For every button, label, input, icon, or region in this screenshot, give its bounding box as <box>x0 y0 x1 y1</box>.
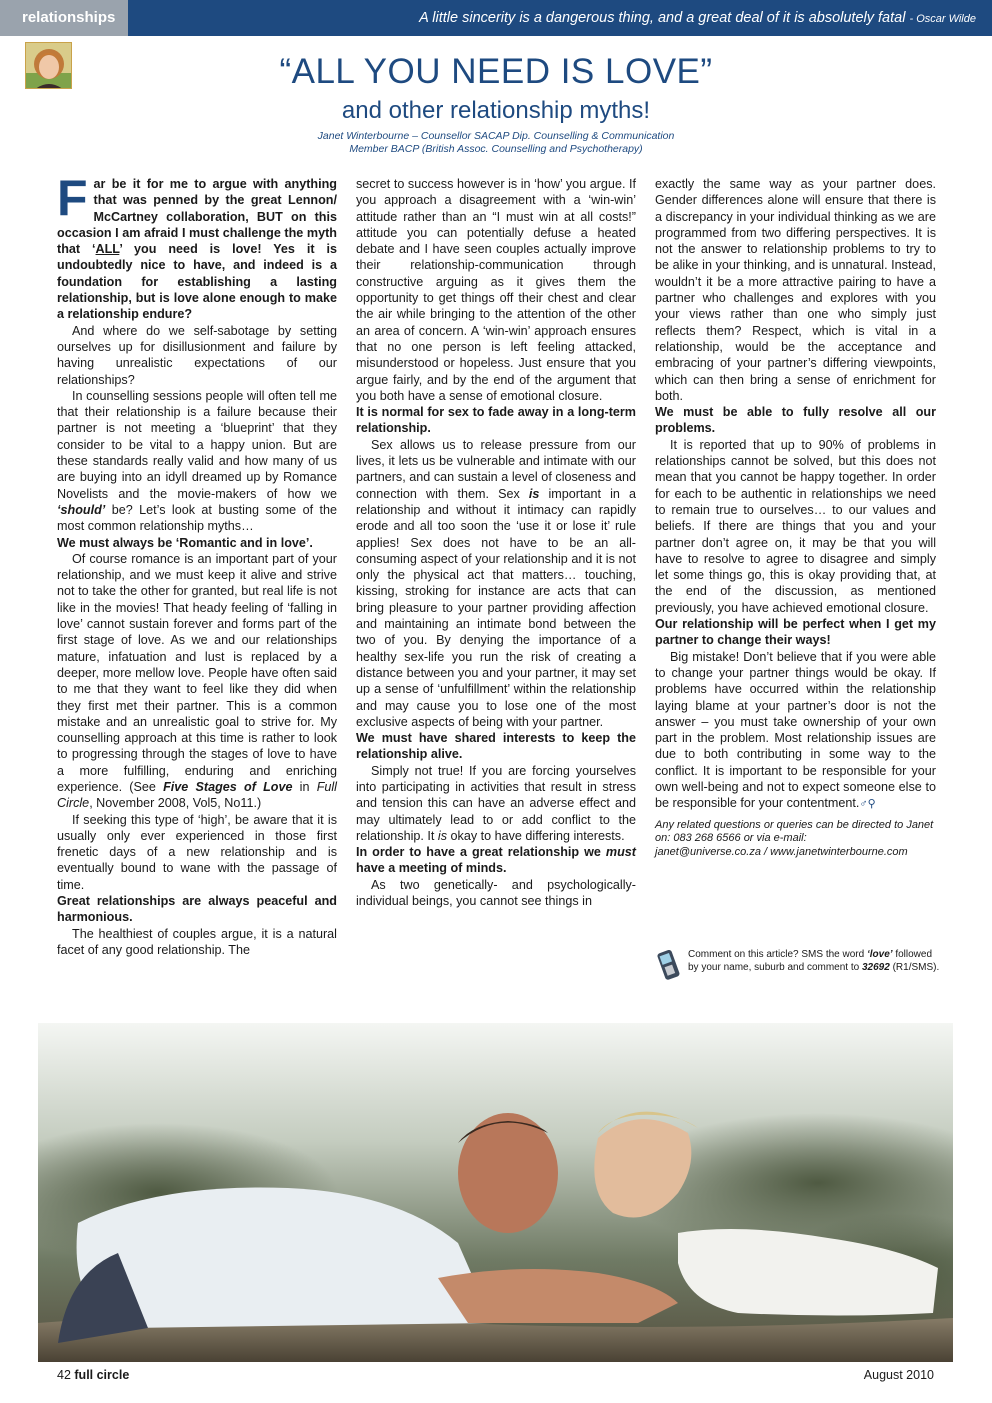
myth-heading: Great relationships are always peaceful and harmonious. <box>57 894 337 925</box>
footer-page-info: 42 full circle <box>57 1368 130 1382</box>
footer-issue-date: August 2010 <box>863 1368 934 1382</box>
paragraph: Big mistake! Don’t believe that if you were able to change your partner things would be okay. If problems have occurred within the relationship laying blame at your partner’s door is not the answer – you must take ownership of your own part in the problem. Most relationship issues are due to both contributing in some way to the conflict. It is important to be responsible for your own well-being and not to expect someone else to be responsible for your contentment.♂⚲ <box>655 649 936 811</box>
author-byline <box>0 130 992 156</box>
paragraph: In counselling sessions people will often tell me that their relationship is a failure because their partner is not meeting a ‘blueprint’ that they consider to be vital to a happy union. But are these standards really valid and how many of us are buying into an idyll dreamed up by Romance Novelists and the movie-makers of how we ‘should’ be? Let’s look at busting some of the most common relationship myths… <box>57 388 337 534</box>
mobile-phone-icon <box>655 950 681 980</box>
couple-photo <box>38 1023 953 1362</box>
paragraph: And where do we self-sabotage by setting ourselves up for disillusionment and failure by having unrealistic expectations of our relationships? <box>57 323 337 387</box>
myth-heading: We must always be ‘Romantic and in love’. <box>57 535 313 550</box>
lead-paragraph: Far be it for me to argue with anything that was penned by the great Lennon/ McCartney collaboration, BUT on this occasion I am afraid I must challenge the myth that ‘ALL’ you need is love! Yes it is undoubtedly nice to have, and indeed is a foundation for establishing a lasting relationship, but is love alone enough to make a relationship endure? <box>57 170 337 322</box>
article-subtitle: and other relationship myths! <box>341 97 651 124</box>
myth-heading: Our relationship will be perfect when I get my partner to change their ways! <box>655 617 936 648</box>
contact-info: Any related questions or queries can be directed to Janet on: 083 268 6566 or via e-mail: janet@universe.co.za / www.janetwinterbourne.com <box>655 818 934 858</box>
drop-cap: F <box>57 170 88 226</box>
paragraph: secret to success however is in ‘how’ you argue. If you approach a disagreement with a ‘win-win’ attitude rather than an “I must win at all costs!” attitude you can potentially defuse a heated debate and I have seen couples actually improve their relationship-communication through constructive arguing as it gives them the opportunity to get things off their chest and clear the air while bringing to the attention of the other an area of concern. A ‘win-win’ approach ensures that no one person is left feeling attacked, misunderstood or hopeless. Just ensure that you argue fairly, and by the end of the argument that you both have a sense of emotional closure. <box>356 177 636 403</box>
myth-heading: In order to have a great relationship we must have a meeting of minds. <box>356 845 636 876</box>
contact-links[interactable]: janet@universe.co.za / www.janetwinterbourne.com <box>655 845 908 858</box>
sms-instructions: Comment on this article? SMS the word ‘love’ followed by your name, suburb and comment to 32692 (R1/SMS). <box>688 949 940 973</box>
article-column-1 <box>57 170 337 958</box>
end-mark-icon: ♂⚲ <box>859 798 876 811</box>
paragraph: Sex allows us to release pressure from our lives, it lets us be vulnerable and intimate with our partners, and can sustain a level of closeness and connection with them. Sex is important in a relationship and without it intimacy can rapidly erode and all too soon the ‘use it or lose it’ rule applies! Sex does not have to be an all-consuming aspect of your relationship and it is not only the physical act that matters… touching, kissing, stroking for instance are acts that can bring pleasure to your partner providing affection and maintaining an intimate bond between the two of you. By denying the importance of a healthy sex-life you run the risk of creating a distance between you and your partner, it may set up a sense of ‘unfulfillment’ within the relationship and may cause you to lose one of the most exclusive aspects of being with your partner. <box>356 437 636 729</box>
paragraph: Simply not true! If you are forcing yourselves into participating in activities that result in stress and tension this can have an adverse effect and may ultimately lead to or add conflict to the relationship. It is okay to have differing interests. <box>356 763 636 843</box>
paragraph: It is reported that up to 90% of problems in relationships cannot be solved, but this does not mean that you cannot be happy together. In order for each to be authentic in relationships we need to remain true to ourselves… to our values and beliefs. If there are things that you and your partner don’t agree on, it may be that you will have to resolve to agree to disagree and simply let some things go, this is okay providing that, at the end of the discussion, as mentioned previously, you have achieved emotional closure. <box>655 437 936 615</box>
myth-heading: We must have shared interests to keep the relationship alive. <box>356 731 636 762</box>
paragraph: The healthiest of couples argue, it is a natural facet of any good relationship. The <box>57 926 337 957</box>
header-bar <box>0 0 992 36</box>
byline-line-2: Member BACP (British Assoc. Counselling and Psychotherapy) <box>349 143 643 155</box>
paragraph: If seeking this type of ‘high’, be aware that it is usually only ever experienced in those first frenetic days of a new relationship and is eventually bound to wane with the passage of time. <box>57 812 337 892</box>
paragraph: As two genetically- and psychologically-individual beings, you cannot see things in <box>356 877 636 909</box>
myth-heading: It is normal for sex to fade away in a long-term relationship. <box>356 405 636 436</box>
sms-comment-box <box>655 948 940 984</box>
byline-line-1: Janet Winterbourne – Counsellor SACAP Dip. Counselling & Communication <box>317 130 675 142</box>
article-column-2 <box>356 176 636 909</box>
quote-text: A little sincerity is a dangerous thing, and a great deal of it is absolutely fatal <box>419 10 906 26</box>
section-label: relationships <box>0 0 128 36</box>
article-column-3 <box>655 176 936 859</box>
paragraph: exactly the same way as your partner does. Gender differences alone will ensure that there is a discrepancy in your individual thinking as we are programmed from two differing perspectives. It is not the answer to relationship problems to try to be alike in your thinking, and is unnatural. Instead, wouldn’t it be a more attractive pairing to have a partner who challenges and explores with you your views rather than one who simply just reflects them? Respect, which is vital in a relationship, would be the acceptance and embracing of your partner’s differing viewpoints, which can then bring a sense of enrichment for both. <box>655 177 936 403</box>
paragraph: Of course romance is an important part of your relationship, and we must keep it alive and strive not to take the other for granted, but real life is not like in the movies! That heady feeling of ‘falling in love’ cannot sustain forever and forms part of the first stage of love. As we and our relationships mature, infatuation and lust is replaced by a deeper, more mellow love. People have often said to me that they want to feel like they did when they first met their partner. This is a common mistake and an unrealistic goal to strive for. My counselling approach at this time is rather to look to progressing through the stages of love to have a more fulfilling, enduring and enriching experience. (See Five Stages of Love in Full Circle, November 2008, Vol5, No11.) <box>57 551 337 811</box>
article-title: “ALL YOU NEED IS LOVE” <box>279 52 713 91</box>
myth-heading: We must be able to fully resolve all our problems. <box>655 405 936 436</box>
header-quote <box>419 0 976 36</box>
quote-author: - Oscar Wilde <box>909 13 976 25</box>
